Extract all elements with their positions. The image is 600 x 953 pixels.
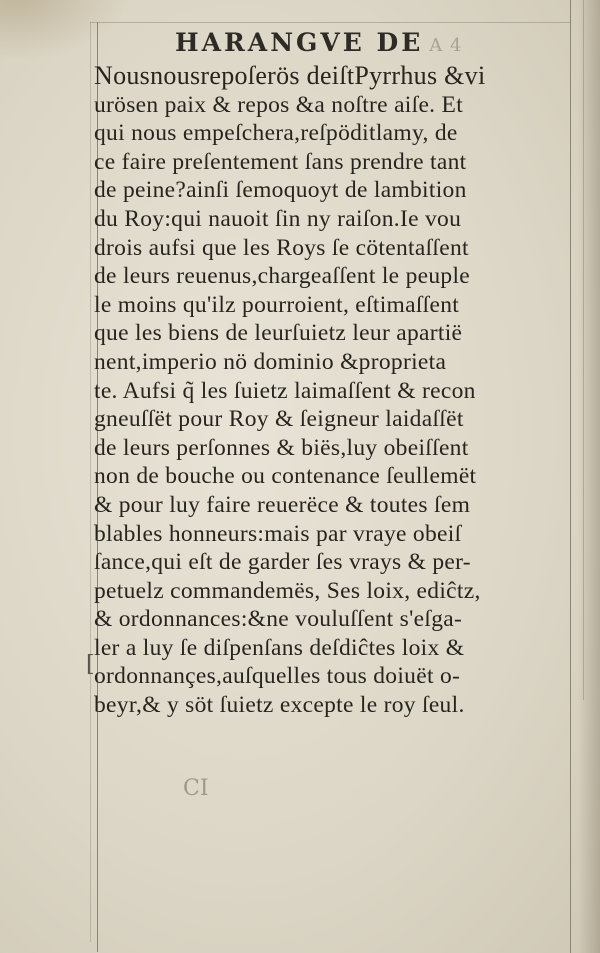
frame-rule-top <box>90 22 570 23</box>
frame-rule-left-outer <box>90 22 91 942</box>
text-line: de peine?ainſi ſemoquoyt de lambition <box>94 177 467 204</box>
text-line: ordonnançes,auſquelles tous doiuët o- <box>94 663 461 690</box>
page-edge-shadow <box>578 0 600 953</box>
text-line: blables honneurs:mais par vraye obeiſ <box>94 520 462 547</box>
catchword: CI <box>183 776 209 801</box>
text-line: que les biens de leurſuietz leur apartië <box>94 320 463 347</box>
text-line: beyr,& y söt ſuietz excepte le roy ſeul. <box>94 692 465 719</box>
text-line: ce faire preſentement ſans prendre tant <box>94 148 467 175</box>
text-line: de leurs reuenus,chargeaſſent le peuple <box>94 263 471 290</box>
corner-stain <box>0 0 130 60</box>
text-line: drois aufsi que les Roys ſe cötentaſſent <box>94 234 469 261</box>
running-head <box>175 28 535 57</box>
text-line: nent,imperio nö dominio &proprieta <box>94 348 447 375</box>
text-line: non de bouche ou contenance ſeullemët <box>94 463 477 490</box>
frame-rule-right <box>570 0 571 953</box>
running-title: HARANGVE DE <box>175 28 424 57</box>
text-line: le moins qu'ilz pourroient, eſtimaſſent <box>94 291 460 318</box>
text-line: Nousnousrepoſerös deiſtPyrrhus &vi <box>94 61 486 90</box>
text-line: de leurs perſonnes & biës,luy obeiſſent <box>94 434 469 461</box>
frame-rule-right-outer <box>583 0 584 700</box>
text-line: petuelz commandemës, Ses loix, ediĉtz, <box>94 577 481 604</box>
text-line: ſance,qui eſt de garder ſes vrays & per- <box>94 549 471 576</box>
text-line: qui nous empeſchera,reſpöditlamy, de <box>94 120 458 147</box>
margin-mark: [ <box>86 652 95 677</box>
text-line: gneuſſët pour Roy & ſeigneur laidaſſët <box>94 406 464 433</box>
text-line: & ordonnances:&ne vouluſſent s'eſga- <box>94 606 463 633</box>
text-line: du Roy:qui nauoit ſin ny raiſon.Ie vou <box>94 205 462 232</box>
text-line: & pour luy faire reuerëce & toutes ſem <box>94 491 471 518</box>
text-block <box>94 62 570 720</box>
text-line: te. Aufsi q̃ les ſuietz laimaſſent & recon <box>94 377 476 404</box>
text-line: ler a luy ſe diſpenſans deſdiĉtes loix & <box>94 634 465 661</box>
folio-number: A 4 <box>429 35 463 56</box>
text-line: urösen paix & repos &a noſtre aiſe. Et <box>94 91 464 118</box>
